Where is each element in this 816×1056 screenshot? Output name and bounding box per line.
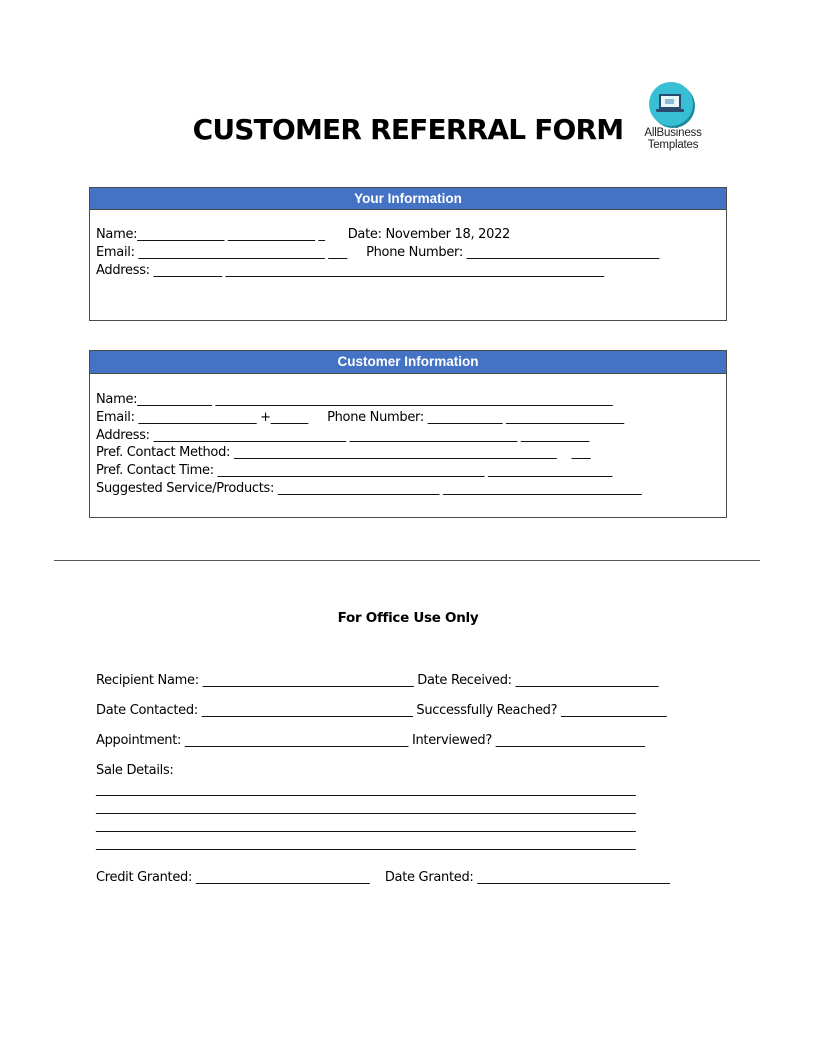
customer-address-line[interactable]: Address: _______________________________ ___________________________ ___________ bbox=[96, 428, 590, 443]
sale-details-line[interactable]: _______________________________________________________________________________________ bbox=[96, 836, 636, 851]
customer-information-section bbox=[89, 350, 727, 518]
your-email-phone-line[interactable]: Email: ______________________________ ___ Phone Number: _______________________________ bbox=[96, 245, 659, 260]
laptop-icon bbox=[649, 82, 693, 126]
your-information-heading: Your Information bbox=[90, 188, 726, 210]
section-divider bbox=[54, 560, 760, 561]
sale-details-line[interactable]: _______________________________________________________________________________________ bbox=[96, 782, 636, 797]
allbusiness-logo bbox=[636, 82, 710, 156]
sale-details-line[interactable]: _______________________________________________________________________________________ bbox=[96, 818, 636, 833]
pref-contact-time-line[interactable]: Pref. Contact Time: ___________________________________________ ____________________ bbox=[96, 463, 613, 478]
customer-information-heading: Customer Information bbox=[90, 351, 726, 374]
sale-details-label: Sale Details: bbox=[96, 763, 174, 778]
form-title: CUSTOMER REFERRAL FORM bbox=[192, 113, 624, 146]
customer-name-line[interactable]: Name:____________ ________________________________________________________________ bbox=[96, 392, 613, 407]
sale-details-line[interactable]: _______________________________________________________________________________________ bbox=[96, 800, 636, 815]
your-name-date-line[interactable]: Name:______________ ______________ _ Date: November 18, 2022 bbox=[96, 227, 511, 242]
credit-granted-line[interactable]: Credit Granted: ____________________________ Date Granted: _______________________________ bbox=[96, 870, 670, 885]
customer-email-phone-line[interactable]: Email: ___________________ +______ Phone Number: ____________ ___________________ bbox=[96, 410, 624, 425]
your-information-section bbox=[89, 187, 727, 321]
recipient-name-line[interactable]: Recipient Name: __________________________________ Date Received: _______________________ bbox=[96, 673, 659, 688]
pref-contact-method-line[interactable]: Pref. Contact Method: ____________________________________________________ ___ bbox=[96, 445, 591, 460]
appointment-line[interactable]: Appointment: ____________________________________ Interviewed? ________________________ bbox=[96, 733, 645, 748]
your-address-line[interactable]: Address: ___________ _____________________________________________________________ bbox=[96, 263, 604, 278]
suggested-service-line[interactable]: Suggested Service/Products: __________________________ ________________________________ bbox=[96, 481, 642, 496]
logo-text: AllBusiness Templates bbox=[644, 127, 702, 151]
date-contacted-line[interactable]: Date Contacted: __________________________________ Successfully Reached? _________________ bbox=[96, 703, 667, 718]
office-use-heading: For Office Use Only bbox=[337, 610, 479, 626]
